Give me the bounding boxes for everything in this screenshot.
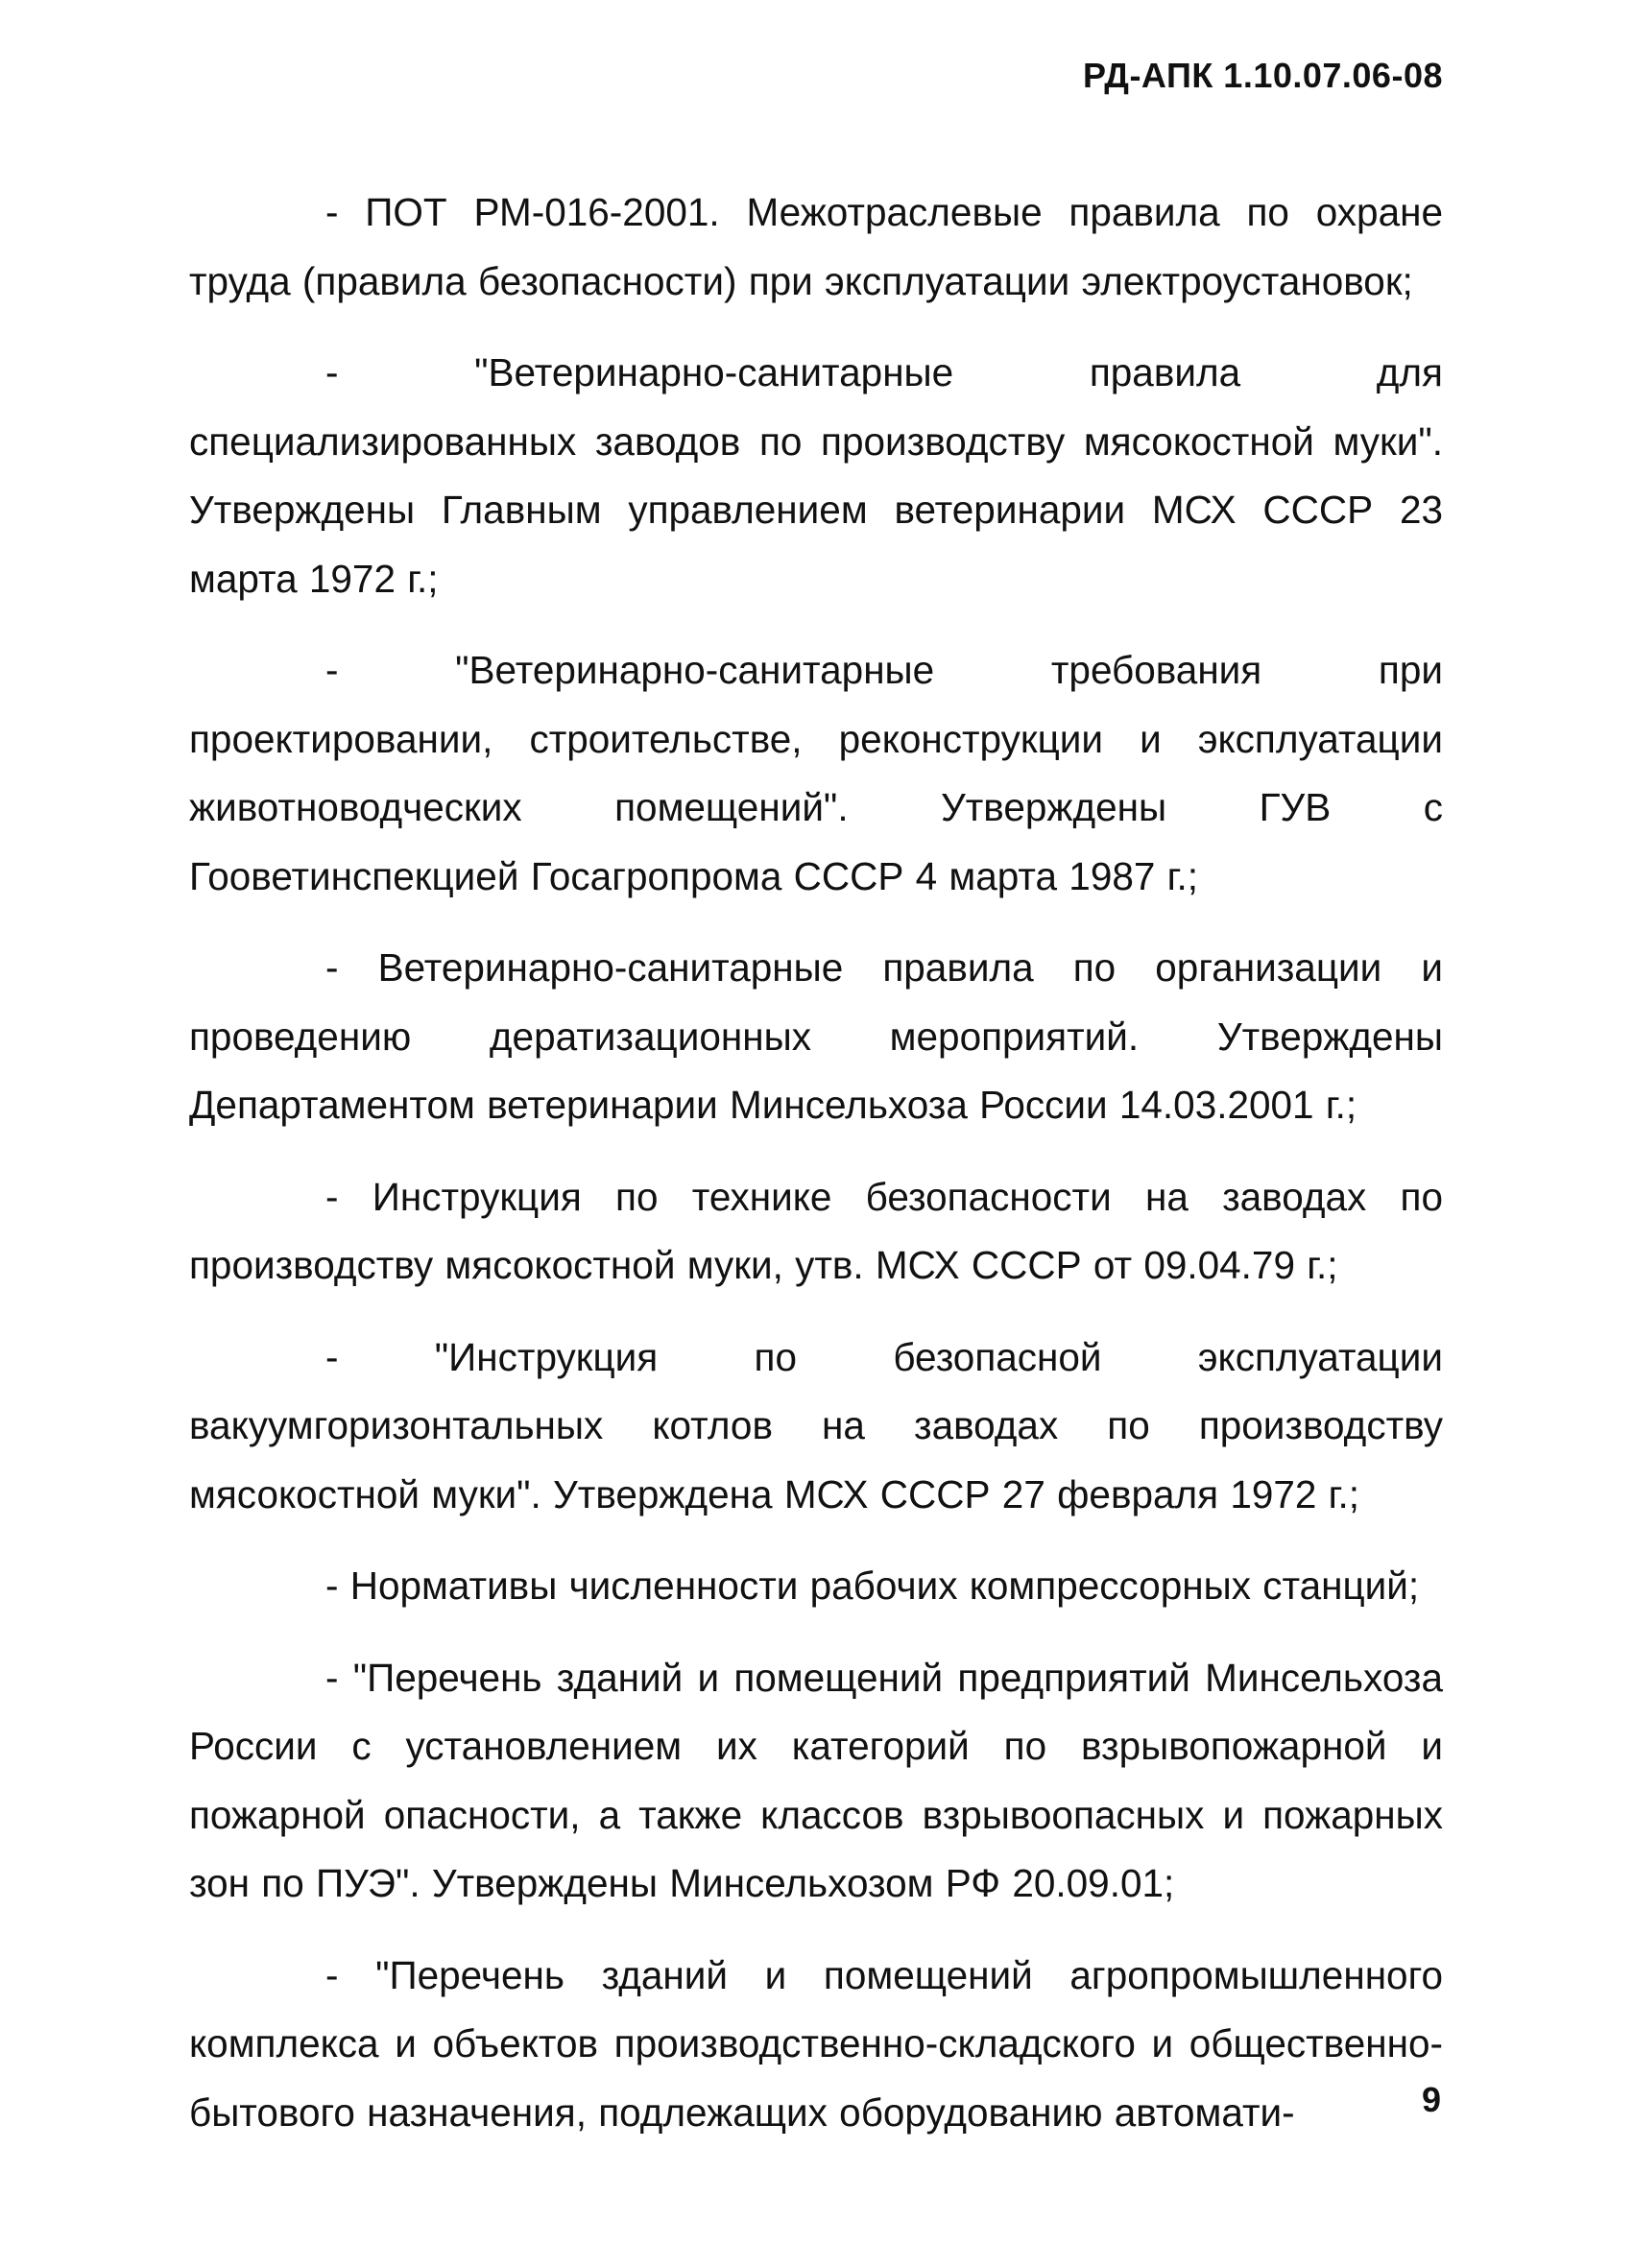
list-item-vacuum-boiler-instruction: - "Инструкция по безопасной эксплуатации вакуумгоризонтальных котлов на заводах по производству мясокостной муки". Утверждена МСХ СССР 27 февраля 1972 г.;: [189, 1334, 1443, 1516]
document-code: РД-АПК 1.10.07.06-08: [1083, 56, 1443, 95]
list-item-deratization-rules: - Ветеринарно-санитарные правила по организации и проведению дератизационных мероприятий. Утверждены Департаментом ветеринарии Минсельхоза России 14.03.2001 г.;: [189, 945, 1443, 1127]
list-item-compressor-staffing: - Нормативы численности рабочих компрессорных станций;: [325, 1564, 1420, 1608]
list-item-pot-rm: - ПОТ РМ-016-2001. Межотраслевые правила по охране труда (правила безопасности) при эксплуатации электроустановок;: [189, 190, 1443, 303]
list-item-fire-category-list: - "Перечень зданий и помещений предприятий Минсельхоза России с установлением их категорий по взрывопожарной и пожарной опасности, а также классов взрывоопасных и пожарных зон по ПУЭ". Утверждены Минсельхозом РФ 20.09.01;: [189, 1655, 1443, 1905]
document-body: [189, 179, 1443, 2170]
list-item-safety-instruction: - Инструкция по технике безопасности на заводах по производству мясокостной муки, утв. МСХ СССР от 09.04.79 г.;: [189, 1174, 1443, 1287]
list-item-agro-buildings-list: - "Перечень зданий и помещений агропромышленного комплекса и объектов производственно-складского и общественно-бытового назначения, подлежащих оборудованию автомати-: [189, 1952, 1443, 2135]
page-number: 9: [1421, 2080, 1441, 2119]
list-item-vet-rules-meat-bone-meal: - "Ветеринарно-санитарные правила для специализированных заводов по производству мясокостной муки". Утверждены Главным управлением ветеринарии МСХ СССР 23 марта 1972 г.;: [189, 350, 1443, 601]
list-item-vet-requirements-livestock: - "Ветеринарно-санитарные требования при проектировании, строительстве, реконструкции и эксплуатации животноводческих помещений". Утверждены ГУВ с Гооветинспекцией Госагропрома СССР 4 марта 1987 г.;: [189, 648, 1443, 898]
